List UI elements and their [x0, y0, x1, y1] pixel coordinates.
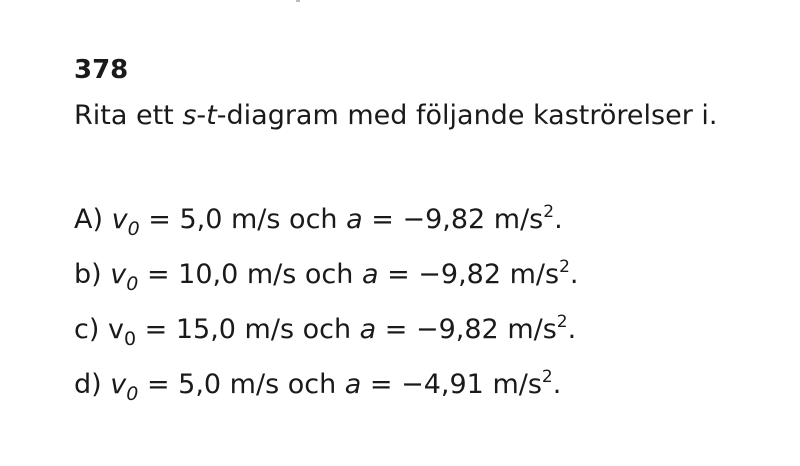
acceleration-value: = −9,82 m/s: [362, 204, 544, 235]
velocity-value: = 15,0 m/s och: [136, 314, 360, 345]
case-label: b): [74, 259, 102, 290]
acceleration-symbol: a: [344, 369, 362, 400]
unit-exponent: 2: [559, 257, 570, 277]
velocity-symbol: v: [110, 369, 127, 400]
problem-number: 378: [74, 55, 129, 85]
unit-exponent: 2: [556, 312, 568, 332]
prompt-dash: -: [196, 100, 207, 131]
velocity-value: = 5,0 m/s och: [138, 369, 345, 400]
prompt-t-variable: t: [206, 100, 217, 131]
case-label: d): [74, 369, 102, 400]
case-label: c): [74, 314, 100, 345]
case-a: [74, 192, 579, 247]
velocity-subscript: 0: [123, 328, 137, 350]
prompt-text-start: Rita ett: [74, 100, 183, 131]
case-list: [74, 192, 579, 412]
case-b: [74, 247, 579, 302]
velocity-value: = 10,0 m/s och: [138, 259, 362, 290]
prompt-s-variable: s: [182, 100, 197, 131]
acceleration-symbol: a: [346, 204, 363, 235]
velocity-subscript: 0: [126, 273, 139, 295]
acceleration-symbol: a: [359, 314, 377, 345]
acceleration-value: = −4,91 m/s: [361, 369, 542, 400]
case-period: .: [554, 204, 563, 235]
velocity-value: = 5,0 m/s och: [139, 204, 347, 235]
case-d: [74, 357, 579, 412]
velocity-symbol: v: [110, 259, 127, 290]
prompt-text-end: -diagram med följande kaströrelser i.: [216, 100, 718, 131]
velocity-subscript: 0: [127, 218, 140, 240]
unit-exponent: 2: [541, 367, 553, 387]
case-c: [74, 302, 579, 357]
acceleration-value: = −9,82 m/s: [376, 314, 557, 345]
acceleration-value: = −9,82 m/s: [378, 259, 560, 290]
velocity-subscript: 0: [126, 383, 139, 405]
unit-exponent: 2: [543, 202, 555, 222]
problem-prompt: [74, 97, 717, 135]
acceleration-symbol: a: [361, 259, 379, 290]
top-edge-mark: [296, 0, 300, 2]
case-label: A): [74, 204, 104, 235]
velocity-symbol: v: [111, 204, 128, 235]
case-period: .: [552, 369, 562, 400]
velocity-symbol: v: [107, 314, 124, 345]
case-period: .: [567, 314, 577, 345]
case-period: .: [569, 259, 579, 290]
